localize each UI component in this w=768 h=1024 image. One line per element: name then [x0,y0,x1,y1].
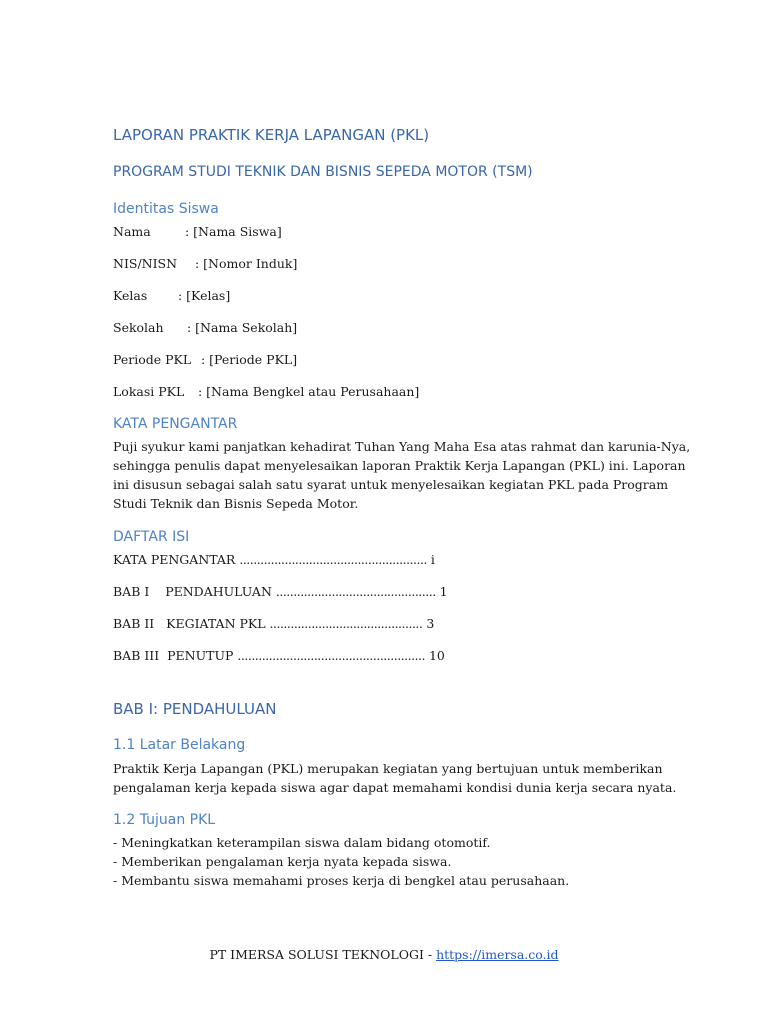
field-periode [113,350,297,369]
toc-entry [113,646,445,665]
paragraph-line: Puji syukur kami panjatkan kehadirat Tuhan Yang Maha Esa atas rahmat dan karunia-Nya, [113,439,691,454]
field-sekolah [113,318,297,337]
field-value: : [Kelas] [178,288,231,303]
toc-entry [113,550,435,569]
field-nis [113,254,297,273]
section-heading: 1.2 Tujuan PKL [113,812,216,828]
toc-label: BAB II KEGIATAN PKL [113,616,266,631]
page-footer [0,946,768,964]
list-item: - Meningkatkan keterampilan siswa dalam bidang otomotif. [113,835,491,850]
paragraph-line: pengalaman kerja kepada siswa agar dapat memahami kondisi dunia kerja secara nyata. [113,780,677,795]
identity-heading: Identitas Siswa [113,201,219,217]
field-nama [113,222,282,241]
field-value: : [Periode PKL] [201,352,298,367]
field-value: : [Nomor Induk] [195,256,298,271]
toc-heading: DAFTAR ISI [113,529,190,545]
paragraph-line: sehingga penulis dapat menyelesaikan laporan Praktik Kerja Lapangan (PKL) ini. Laporan [113,458,686,473]
paragraph-line: ini disusun sebagai salah satu syarat untuk menyelesaikan kegiatan PKL pada Program [113,477,669,492]
field-value: : [Nama Bengkel atau Perusahaan] [198,384,420,399]
field-value: : [Nama Sekolah] [187,320,298,335]
section-heading: 1.1 Latar Belakang [113,737,246,753]
program-title: PROGRAM STUDI TEKNIK DAN BISNIS SEPEDA MOTOR (TSM) [113,164,533,180]
field-lokasi [113,382,419,401]
toc-dots: ............................................ [269,616,423,631]
field-value: : [Nama Siswa] [185,224,282,239]
toc-entry [113,614,434,633]
toc-dots: ...................................................... [239,552,427,567]
field-key: Kelas [113,288,148,303]
footer-link[interactable]: https://imersa.co.id [436,947,559,962]
field-key: Lokasi PKL [113,384,185,399]
toc-label: BAB I PENDAHULUAN [113,584,272,599]
toc-label: KATA PENGANTAR [113,552,236,567]
toc-page: 1 [439,584,448,599]
chapter-heading: BAB I: PENDAHULUAN [113,700,277,718]
list-item: - Membantu siswa memahami proses kerja di bengkel atau perusahaan. [113,873,570,888]
toc-dots: ...................................................... [237,648,425,663]
foreword-heading: KATA PENGANTAR [113,416,238,432]
footer-text: PT IMERSA SOLUSI TEKNOLOGI - [209,947,437,962]
paragraph-line: Praktik Kerja Lapangan (PKL) merupakan kegiatan yang bertujuan untuk memberikan [113,761,663,776]
field-key: Nama [113,224,151,239]
toc-label: BAB III PENUTUP [113,648,234,663]
list-item: - Memberikan pengalaman kerja nyata kepada siswa. [113,854,452,869]
toc-entry [113,582,448,601]
field-kelas [113,286,230,305]
toc-page: 3 [426,616,435,631]
field-key: NIS/NISN [113,256,178,271]
toc-dots: .............................................. [275,584,436,599]
toc-page: 10 [428,648,445,663]
field-key: Periode PKL [113,352,192,367]
document-title: LAPORAN PRAKTIK KERJA LAPANGAN (PKL) [113,126,430,144]
field-key: Sekolah [113,320,164,335]
paragraph-line: Studi Teknik dan Bisnis Sepeda Motor. [113,496,359,511]
toc-page: i [430,552,435,567]
